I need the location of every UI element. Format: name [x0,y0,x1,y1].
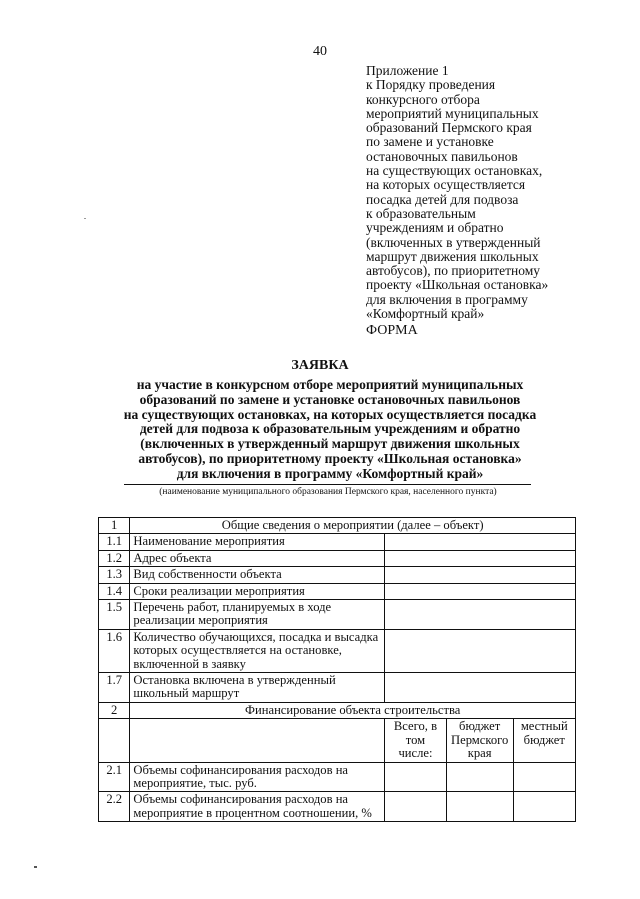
empty-cell [130,719,385,762]
table-row [99,600,576,630]
municipality-fill-line[interactable] [124,484,531,485]
row-value-cell[interactable] [385,600,576,630]
regional-value-cell[interactable] [446,762,513,792]
financing-header-row [99,719,576,762]
row-label: Объемы софинансирования расходов на мероприятие, тыс. руб. [130,762,385,792]
document-subtitle [80,378,580,482]
row-number: 2.1 [99,762,130,792]
row-value-cell[interactable] [385,534,576,550]
appendix-line: Приложение 1 [366,63,449,78]
appendix-line: к образовательным [366,205,476,221]
appendix-line: конкурсного отбора [366,91,480,107]
row-number: 1.5 [99,600,130,630]
table-row [99,567,576,583]
appendix-line: по замене и установке [366,134,494,150]
row-number: 1.4 [99,583,130,599]
section-title: Финансирование объекта строительства [130,702,576,718]
local-value-cell[interactable] [513,792,575,822]
row-label: Сроки реализации мероприятия [130,583,385,599]
appendix-line: для включения в программу [366,291,528,307]
subtitle-line: на существующих остановках, на которых осуществляется посадка [123,406,537,422]
table-row [99,673,576,703]
total-value-cell[interactable] [385,762,447,792]
local-budget-column-header: местный бюджет [513,719,575,762]
row-number: 1.2 [99,550,130,566]
appendix-line: остановочных павильонов [366,148,518,164]
subtitle-line: (включенных в утвержденный маршрут движения школьных [140,436,520,452]
row-value-cell[interactable] [385,550,576,566]
appendix-line: образований Пермского края [366,120,532,136]
row-label: Количество обучающихся, посадка и высадка которых осуществляется на остановке, включенной в заявку [130,629,385,672]
section-row [99,702,576,718]
appendix-line: учреждениям и обратно [366,220,504,236]
scan-speck [34,866,37,868]
appendix-line: на которых осуществляется [366,177,526,193]
appendix-line: маршрут движения школьных [366,248,539,264]
document-title: ЗАЯВКА [291,358,349,373]
regional-value-cell[interactable] [446,792,513,822]
table-row [99,792,576,822]
page-number: 40 [313,44,327,59]
appendix-line: на существующих остановках, [366,163,543,179]
table-row [99,534,576,550]
row-number: 2.2 [99,792,130,822]
total-column-header: Всего, в том числе: [385,719,447,762]
section-title: Общие сведения о мероприятии (далее – объект) [130,518,576,534]
appendix-line: автобусов), по приоритетному [366,263,541,279]
row-label: Адрес объекта [130,550,385,566]
table-row [99,629,576,672]
row-label: Объемы софинансирования расходов на мероприятие в процентном соотношении, % [130,792,385,822]
subtitle-line: на участие в конкурсном отборе мероприятий муниципальных [136,377,524,392]
appendix-line: «Комфортный край» [366,306,485,322]
municipality-fill-caption: (наименование муниципального образования Пермского края, населенного пункта) [159,487,497,497]
subtitle-line: для включения в программу «Комфортный край» [176,465,484,481]
appendix-line: к Порядку проведения [366,77,496,93]
section-row [99,518,576,534]
application-table [98,517,576,822]
row-number: 1.3 [99,567,130,583]
subtitle-line: образований по замене и установке остановочных павильонов [139,391,521,407]
appendix-line: проекту «Школьная остановка» [366,277,549,293]
empty-cell [99,719,130,762]
row-number: 1.6 [99,629,130,672]
row-label: Остановка включена в утвержденный школьный маршрут [130,673,385,703]
appendix-line: (включенных в утвержденный [366,234,541,250]
appendix-line: посадка детей для подвоза [366,191,519,207]
form-label: ФОРМА [366,323,418,338]
row-label: Наименование мероприятия [130,534,385,550]
subtitle-line: автобусов), по приоритетному проекту «Школьная остановка» [138,450,522,466]
table-row [99,583,576,599]
total-value-cell[interactable] [385,792,447,822]
row-value-cell[interactable] [385,567,576,583]
subtitle-line: детей для подвоза к образовательным учреждениям и обратно [139,421,521,437]
row-value-cell[interactable] [385,673,576,703]
table-row [99,762,576,792]
table-row [99,550,576,566]
scan-speck [84,218,86,219]
row-value-cell[interactable] [385,629,576,672]
regional-budget-column-header: бюджет Пермского края [446,719,513,762]
appendix-line: мероприятий муниципальных [366,105,539,121]
row-label: Перечень работ, планируемых в ходе реализации мероприятия [130,600,385,630]
row-label: Вид собственности объекта [130,567,385,583]
appendix-block [366,64,592,321]
local-value-cell[interactable] [513,762,575,792]
section-number: 1 [99,518,130,534]
row-number: 1.7 [99,673,130,703]
section-number: 2 [99,702,130,718]
row-number: 1.1 [99,534,130,550]
row-value-cell[interactable] [385,583,576,599]
